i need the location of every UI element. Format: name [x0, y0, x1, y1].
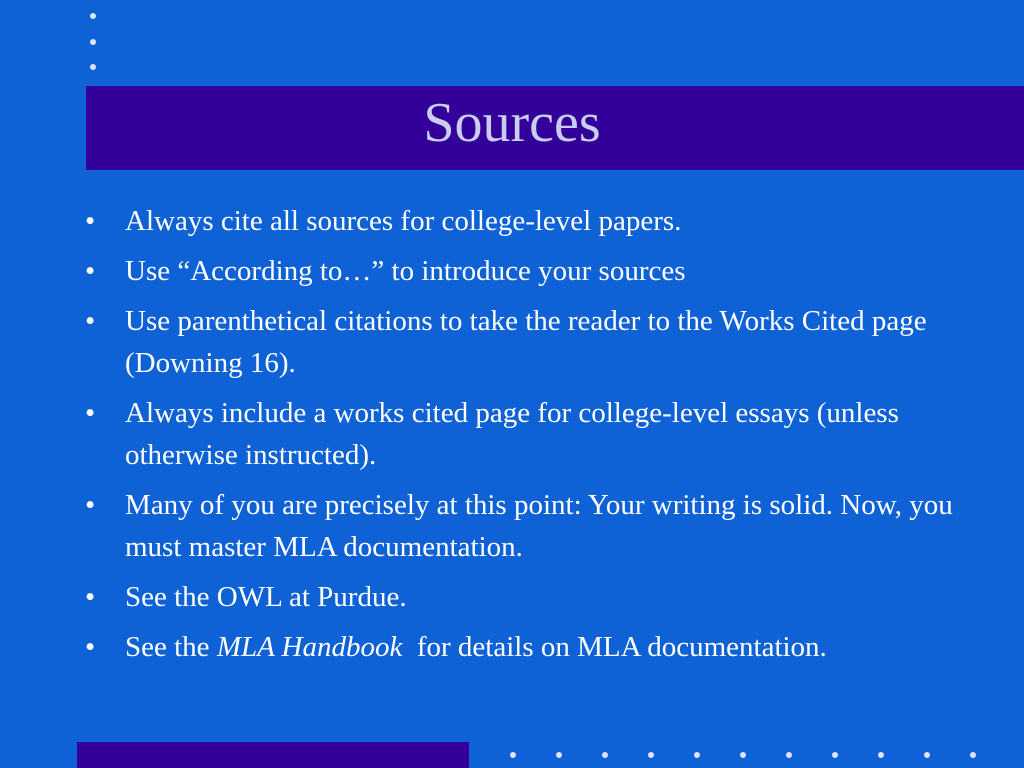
decorative-dot-bottom-1	[510, 752, 516, 758]
bullet-text: Many of you are precisely at this point: Your writing is solid. Now, you must master MLA documentation.	[125, 489, 953, 563]
bullet-item	[85, 250, 955, 292]
decorative-dot-bottom-8	[832, 752, 838, 758]
decorative-dot-bottom-11	[970, 752, 976, 758]
bullet-item	[85, 200, 955, 242]
decorative-dot-bottom-9	[878, 752, 884, 758]
decorative-dot-bottom-5	[694, 752, 700, 758]
decorative-dot-bottom-3	[602, 752, 608, 758]
bullet-text: Use parenthetical citations to take the reader to the Works Cited page (Downing 16).	[125, 305, 927, 379]
bullet-icon: •	[85, 397, 96, 429]
bullet-text-before: See the	[125, 631, 217, 663]
bottom-bar	[77, 742, 469, 768]
book-title: MLA Handbook	[216, 631, 403, 663]
bullet-icon: •	[85, 581, 96, 613]
decorative-dot-bottom-7	[786, 752, 792, 758]
bullet-item	[85, 300, 955, 384]
bullet-text: See the OWL at Purdue.	[125, 581, 407, 613]
decorative-dot-bottom-10	[924, 752, 930, 758]
bullet-text-after: for details on MLA documentation.	[402, 631, 827, 663]
decorative-dot-bottom-6	[740, 752, 746, 758]
bullet-item	[85, 392, 955, 476]
bullet-icon: •	[85, 489, 96, 521]
bullet-icon: •	[85, 631, 96, 663]
bullet-text: Use “According to…” to introduce your sources	[125, 255, 686, 287]
bullet-list	[85, 200, 955, 676]
bullet-item	[85, 484, 955, 568]
bullet-text: Always cite all sources for college-level papers.	[125, 205, 682, 237]
slide-title: Sources	[423, 92, 601, 154]
bullet-icon: •	[85, 255, 96, 287]
bullet-icon: •	[85, 205, 96, 237]
bullet-item	[85, 626, 955, 668]
bullet-icon: •	[85, 305, 96, 337]
decorative-dot-bottom-2	[556, 752, 562, 758]
decorative-dot-bottom-4	[648, 752, 654, 758]
bullet-item	[85, 576, 955, 618]
bullet-text: Always include a works cited page for college-level essays (unless otherwise instructed).	[125, 397, 899, 471]
